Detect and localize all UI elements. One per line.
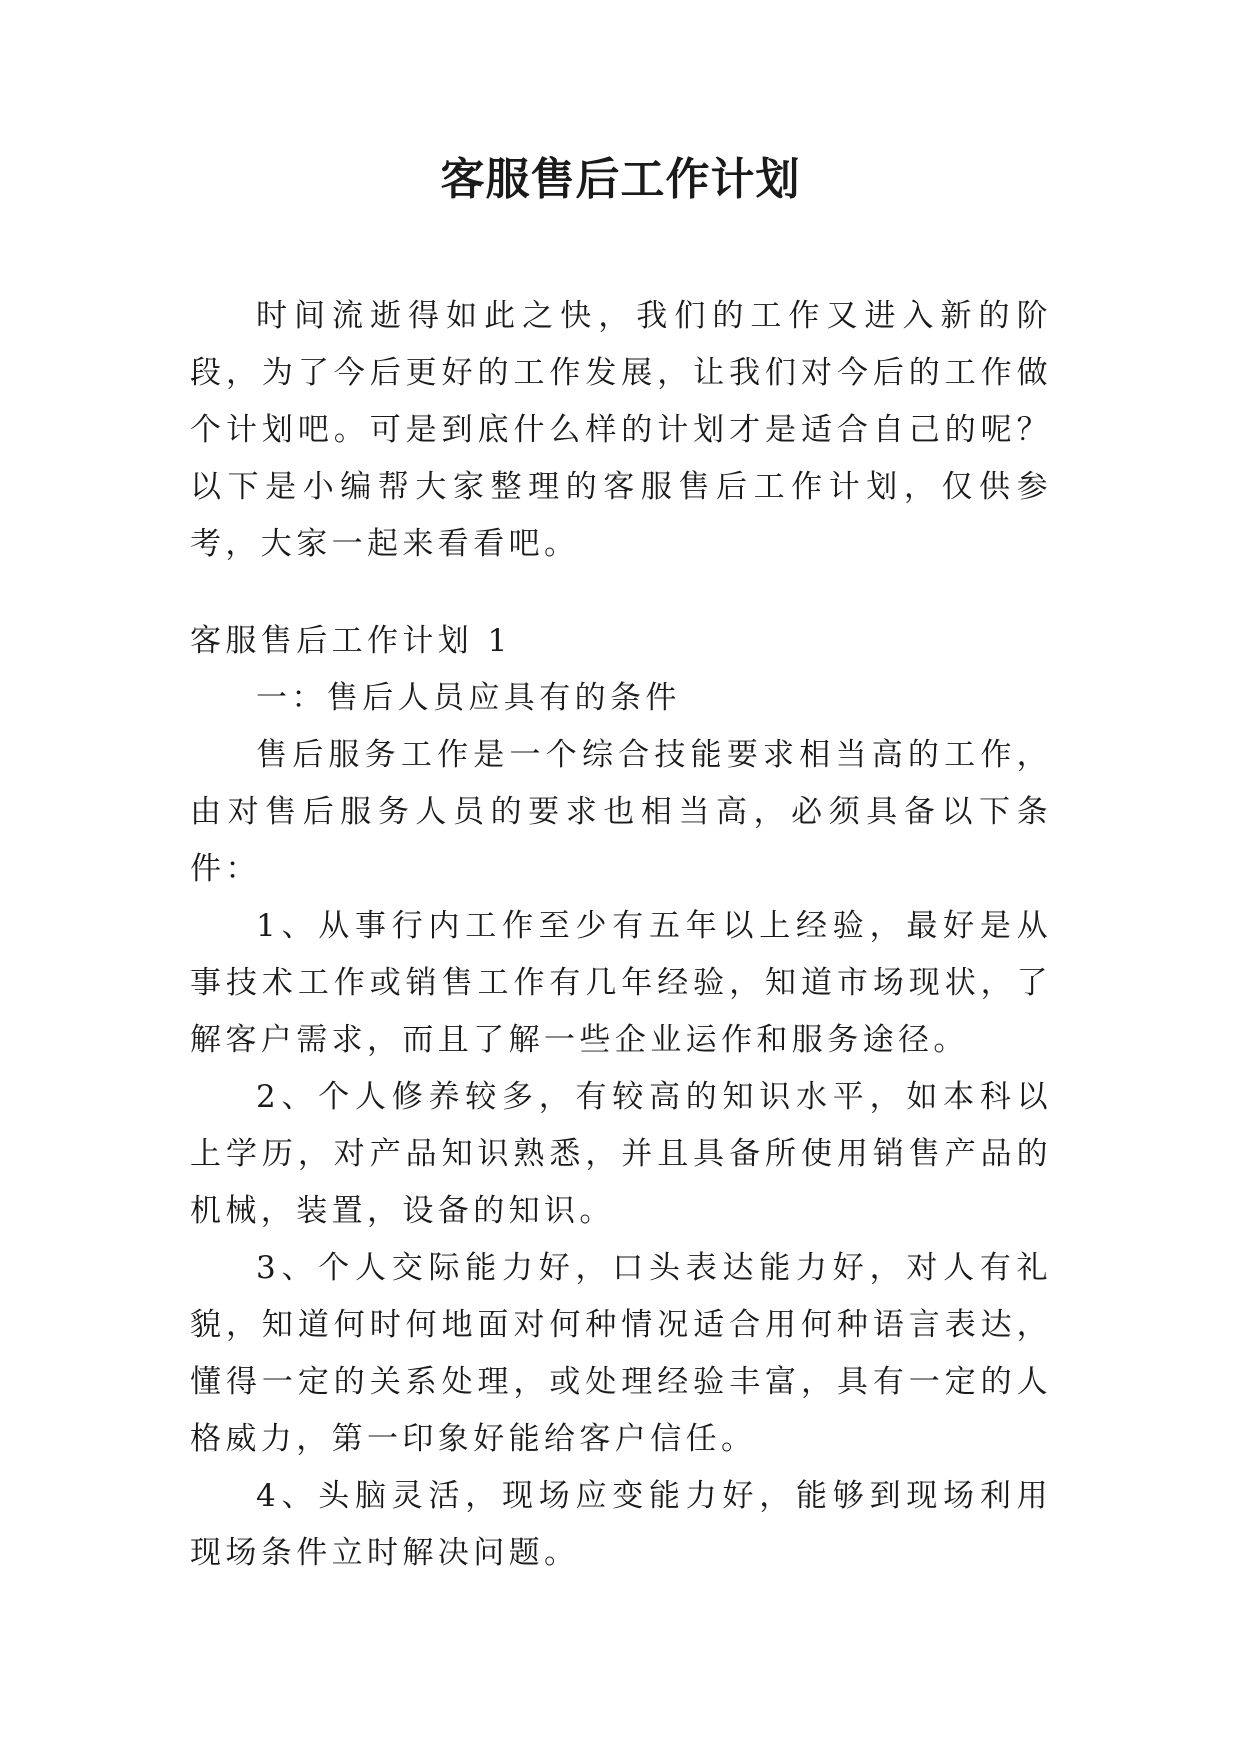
requirement-item-3: 3、个人交际能力好，口头表达能力好，对人有礼貌，知道何时何地面对何种情况适合用何种语言表达，懂得一定的关系处理，或处理经验丰富，具有一定的人格威力，第一印象好能给客户信任。 (190, 1250, 1052, 1457)
requirement-item-2: 2、个人修养较多，有较高的知识水平，如本科以上学历，对产品知识熟悉，并且具备所使用销售产品的机械，装置，设备的知识。 (190, 1079, 1052, 1229)
requirement-item-1: 1、从事行内工作至少有五年以上经验，最好是从事技术工作或销售工作有几年经验，知道市场现状，了解客户需求，而且了解一些企业运作和服务途径。 (190, 908, 1052, 1058)
document-title: 客服售后工作计划 (440, 154, 801, 205)
document-body (190, 288, 1052, 1582)
body-paragraph: 售后服务工作是一个综合技能要求相当高的工作，由对售后服务人员的要求也相当高，必须具备以下条件： (190, 737, 1052, 887)
subheading: 一：售后人员应具有的条件 (256, 680, 681, 716)
section-title: 客服售后工作计划 1 (190, 623, 512, 659)
requirement-item-4: 4、头脑灵活，现场应变能力好，能够到现场利用现场条件立时解决问题。 (190, 1478, 1052, 1571)
intro-paragraph: 时间流逝得如此之快，我们的工作又进入新的阶段，为了今后更好的工作发展，让我们对今后的工作做个计划吧。可是到底什么样的计划才是适合自己的呢？以下是小编帮大家整理的客服售后工作计划，仅供参考，大家一起来看看吧。 (190, 298, 1052, 562)
